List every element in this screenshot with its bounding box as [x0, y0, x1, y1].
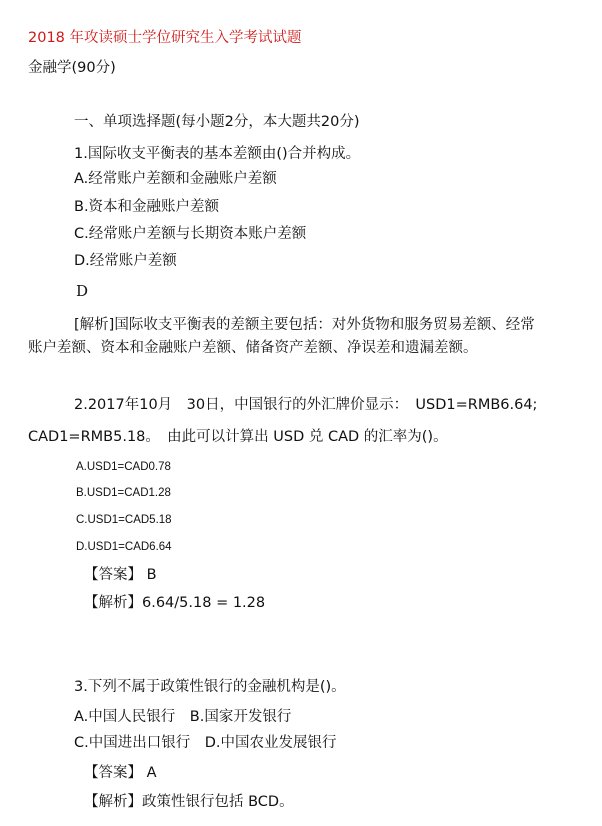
q2-analysis: 【解析】6.64/5.18 = 1.28 [84, 595, 266, 611]
q2-stem-line1: 2.2017年10月 30日，中国银行的外汇牌价显示： USD1=RMB6.64; [74, 397, 538, 413]
q1-option-c: C.经常账户差额与长期资本账户差额 [74, 226, 307, 242]
q3-stem: 3.下列不属于政策性银行的金融机构是()。 [74, 679, 346, 695]
q2-stem-line2: CAD1=RMB5.18。 由此可以计算出 USD 兑 CAD 的汇率为()。 [28, 429, 448, 445]
section-heading: 一、单项选择题(每小题2分，本大题共20分) [74, 114, 360, 130]
q1-option-b: B.资本和金融账户差额 [74, 199, 220, 215]
q2-option-b: B.USD1=CAD1.28 [76, 487, 171, 499]
q2-option-d: D.USD1=CAD6.64 [76, 541, 172, 553]
q2-answer: 【答案】 B [84, 567, 157, 583]
q1-analysis-line2: 账户差额、资本和金融账户差额、储备资产差额、净误差和遗漏差额。 [28, 340, 478, 356]
q1-answer: D [76, 282, 89, 300]
subject-line: 金融学(90分) [28, 60, 116, 76]
q3-analysis: 【解析】政策性银行包括 BCD。 [84, 794, 294, 810]
q3-options-line2: C.中国进出口银行 D.中国农业发展银行 [74, 735, 337, 751]
q3-answer: 【答案】 A [84, 765, 157, 781]
q3-options-line1: A.中国人民银行 B.国家开发银行 [74, 709, 292, 725]
q2-option-a: A.USD1=CAD0.78 [76, 461, 171, 473]
doc-title: 2018 年攻读硕士学位研究生入学考试试题 [28, 30, 302, 46]
q1-option-d: D.经常账户差额 [74, 253, 177, 269]
q1-option-a: A.经常账户差额和金融账户差额 [74, 171, 277, 187]
q1-stem: 1.国际收支平衡表的基本差额由()合并构成。 [74, 146, 361, 162]
q1-analysis-line1: [解析]国际收支平衡表的差额主要包括：对外货物和服务贸易差额、经常 [74, 317, 535, 333]
q2-option-c: C.USD1=CAD5.18 [76, 514, 172, 526]
